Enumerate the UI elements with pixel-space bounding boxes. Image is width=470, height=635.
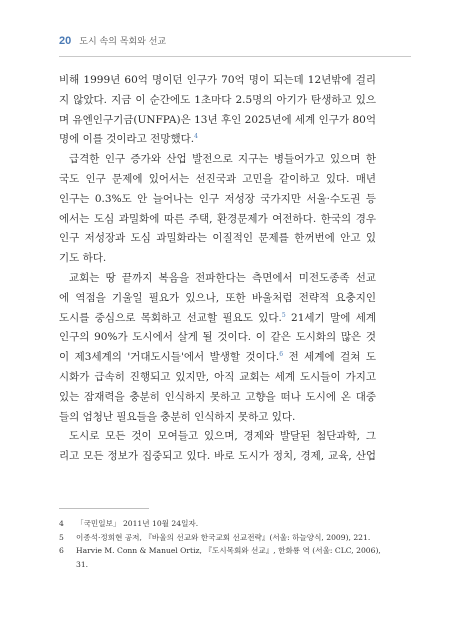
body-line: 며 유엔인구기금(UNFPA)은 13년 후인 2025년에 세계 인구가 80억 <box>59 113 376 126</box>
footnote <box>59 517 376 531</box>
footnote-ref: 5 <box>281 311 286 319</box>
body-text <box>59 71 376 467</box>
body-line: 에서는 도심 과밀화에 따른 주택, 환경문제가 여전하다. 한국의 경우 <box>59 212 376 225</box>
body-line: 도시로 모든 것이 모여들고 있으며, 경제와 발달된 첨단과학, 그 <box>69 430 376 443</box>
body-line: 비해 1999년 60억 명이던 인구가 70억 명이 되는데 12년밖에 걸리 <box>59 74 376 86</box>
body-line <box>59 348 376 368</box>
header-divider <box>59 56 411 57</box>
footnote-number <box>59 558 76 572</box>
footnote-text: 31. <box>76 559 89 569</box>
body-line-text: 전 세계에 걸쳐 도 <box>283 351 376 364</box>
footnote-number: 5 <box>59 532 64 542</box>
footnote <box>59 544 381 558</box>
footnote-ref: 4 <box>194 133 198 141</box>
body-line: 지 않았다. 지금 이 순간에도 1초마다 2.5명의 아기가 탄생하고 있으 <box>59 93 376 106</box>
footnote-text: 「국민일보」 2011년 10월 24일자. <box>76 519 199 528</box>
body-line-text: 이 제3세계의 '거대도시들'에서 발생할 것이다. <box>59 351 280 364</box>
body-line: 리고 모든 정보가 집중되고 있다. 바로 도시가 정치, 경제, 교육, 산업 <box>59 450 376 463</box>
footnote-text: 이종석·정희현 공저, 『바울의 선교와 한국교회 선교전략』(서울: 하늘양식, 2009), 221. <box>76 532 371 542</box>
body-line <box>59 130 376 150</box>
body-line: 국도 인구 문제에 있어서는 선진국과 고민을 같이하고 있다. 매년 <box>59 172 376 185</box>
footnote-number: 6 <box>59 546 64 555</box>
body-line: 인구는 0.3%도 안 늘어나는 인구 저성장 국가지만 서울·수도권 등 <box>59 192 376 205</box>
body-line: 시화가 급속히 진행되고 있지만, 아직 교회는 세계 도시들이 가지고 <box>59 370 376 383</box>
body-line: 에 역점을 기울일 필요가 있으나, 또한 바울처럼 전략적 요충지인 <box>59 291 376 304</box>
body-line-text: 도시를 중심으로 목회하고 선교할 필요도 있다. <box>59 311 282 324</box>
body-line-text: 명에 이를 것이라고 전망했다. <box>59 133 195 146</box>
body-line: 급격한 인구 증가와 산업 발전으로 지구는 병들어가고 있으며 한 <box>69 153 376 166</box>
body-line: 교회는 땅 끝까지 복음을 전파한다는 측면에서 미전도종족 선교 <box>69 271 376 284</box>
footnote-ref: 6 <box>279 351 284 359</box>
footnotes <box>59 517 381 571</box>
body-line: 기도 하다. <box>59 252 107 265</box>
body-line: 들의 엄청난 필요들을 충분히 인식하지 못하고 있다. <box>59 410 296 423</box>
footnote-number: 4 <box>59 519 64 528</box>
body-line: 있는 잠재력을 충분히 인식하지 못하고 고향을 떠나 도시에 온 대중 <box>59 390 376 403</box>
body-line: 인구 저성장과 도심 과밀화라는 이질적인 문제를 한꺼번에 안고 있 <box>59 232 376 245</box>
body-line-text: 21세기 말에 세계 <box>285 311 376 324</box>
footnote <box>59 558 376 572</box>
running-header <box>59 34 166 50</box>
footnote <box>59 531 376 545</box>
footnote-divider <box>59 508 149 509</box>
footnote-text: Harvie M. Conn & Manuel Ortiz, 『도시목회와 선교』, 한화룡 역 (서울: CLC, 2006), <box>76 546 381 555</box>
body-line <box>59 309 376 329</box>
page-number: 20 <box>59 35 72 47</box>
body-line: 인구의 90%가 도시에서 살게 될 것이다. 이 같은 도시화의 많은 것 <box>59 331 376 344</box>
running-header-title: 도시 속의 목회와 선교 <box>79 37 167 47</box>
